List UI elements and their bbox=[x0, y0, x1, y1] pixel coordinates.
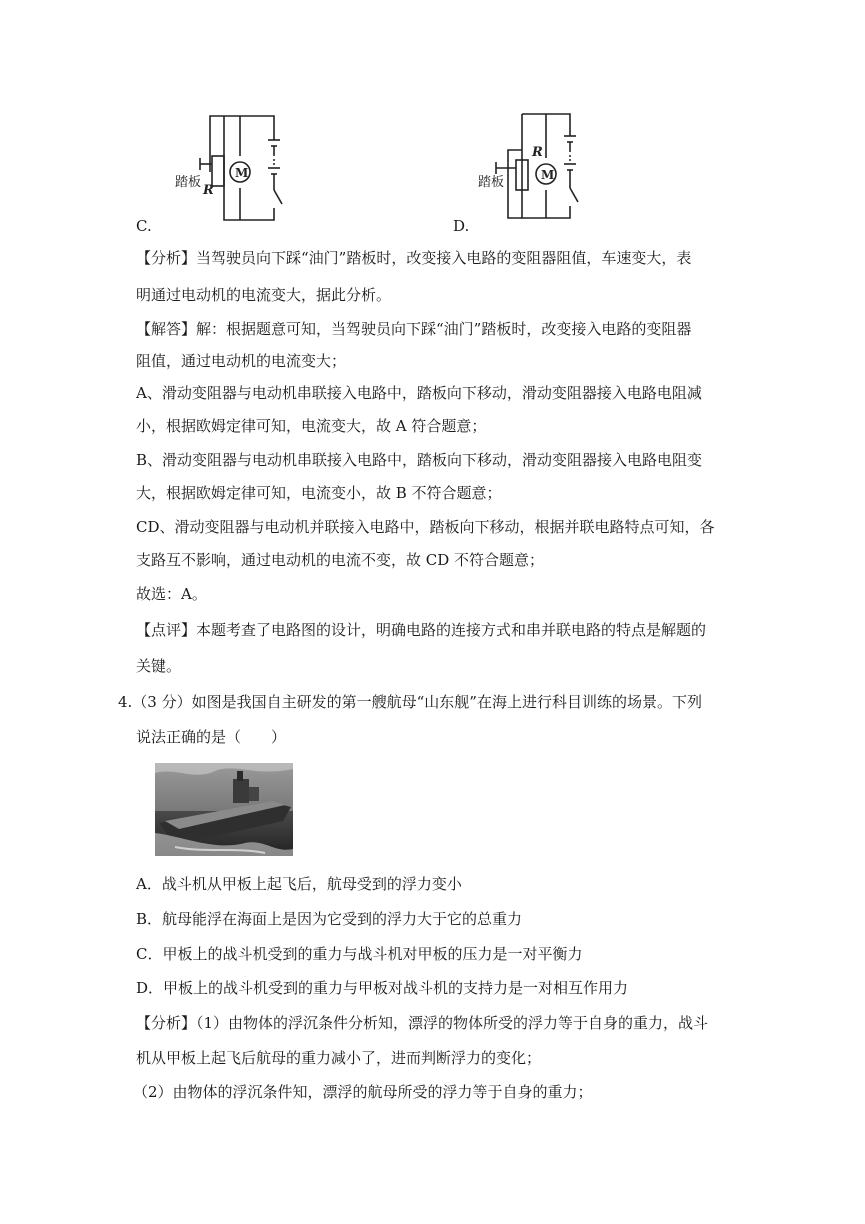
q3-choice: 故选：A。 bbox=[136, 585, 207, 603]
q3-option-cd-line-1: CD、滑动变阻器与电动机并联接入电路中，踏板向下移动，根据并联电路特点可知，各 bbox=[136, 518, 715, 536]
q4-option-c: C．甲板上的战斗机受到的重力与战斗机对甲板的压力是一对平衡力 bbox=[136, 945, 583, 963]
q4-option-b: B．航母能浮在海面上是因为它受到的浮力大于它的总重力 bbox=[136, 910, 523, 928]
q3-solution-line-1: 【解答】解：根据题意可知，当驾驶员向下踩“油门”踏板时，改变接入电路的变阻器 bbox=[136, 320, 692, 338]
q3-option-a-line-1: A、滑动变阻器与电动机串联接入电路中，踏板向下移动，滑动变阻器接入电路电阻减 bbox=[136, 384, 702, 402]
pedal-label: 踏板 bbox=[478, 175, 505, 190]
resistor-label: R bbox=[532, 145, 543, 160]
q3-option-a-line-2: 小，根据欧姆定律可知，电流变大，故 A 符合题意； bbox=[136, 417, 487, 435]
motor-label: M bbox=[541, 168, 555, 182]
q3-analysis-line-2: 明通过电动机的电流变大，据此分析。 bbox=[136, 286, 392, 304]
q4-analysis-line-3: （2）由物体的浮沉条件知，漂浮的航母所受的浮力等于自身的重力； bbox=[133, 1083, 593, 1101]
q3-option-b-line-2: 大，根据欧姆定律可知，电流变小，故 B 不符合题意； bbox=[136, 484, 502, 502]
option-c-label: C. bbox=[136, 217, 152, 235]
option-d-label: D. bbox=[453, 217, 470, 235]
q3-option-cd-line-2: 支路互不影响，通过电动机的电流不变，故 CD 不符合题意； bbox=[136, 551, 545, 569]
circuit-diagram-d bbox=[474, 110, 594, 228]
aircraft-carrier-photo bbox=[155, 763, 293, 856]
motor-label: M bbox=[235, 166, 249, 180]
q3-analysis-line-1: 【分析】当驾驶员向下踩“油门”踏板时，改变接入电路的变阻器阻值，车速变大，表 bbox=[136, 249, 692, 267]
q4-stem-line-2: 说法正确的是（ ） bbox=[136, 728, 287, 746]
q3-comment-line-1: 【点评】本题考查了电路图的设计，明确电路的连接方式和串并联电路的特点是解题的 bbox=[136, 621, 707, 639]
q3-option-b-line-1: B、滑动变阻器与电动机串联接入电路中，踏板向下移动，滑动变阻器接入电路电阻变 bbox=[136, 451, 703, 469]
q4-option-a: A．战斗机从甲板上起飞后，航母受到的浮力变小 bbox=[136, 875, 462, 893]
q4-analysis-line-2: 机从甲板上起飞后航母的重力减小了，进而判断浮力的变化； bbox=[136, 1049, 542, 1067]
q4-analysis-line-1: 【分析】（1）由物体的浮沉条件分析知，漂浮的物体所受的浮力等于自身的重力，战斗 bbox=[136, 1014, 709, 1032]
q4-option-d: D．甲板上的战斗机受到的重力与甲板对战斗机的支持力是一对相互作用力 bbox=[136, 979, 629, 997]
q4-stem-line-1: 4.（3 分）如图是我国自主研发的第一艘航母“山东舰”在海上进行科目训练的场景。下列 bbox=[118, 693, 702, 711]
circuit-diagram-c bbox=[172, 112, 292, 230]
resistor-label: R bbox=[203, 183, 214, 198]
q3-comment-line-2: 关键。 bbox=[136, 657, 182, 675]
pedal-label: 踏板 bbox=[175, 175, 202, 190]
q3-solution-line-2: 阻值，通过电动机的电流变大； bbox=[136, 352, 347, 370]
